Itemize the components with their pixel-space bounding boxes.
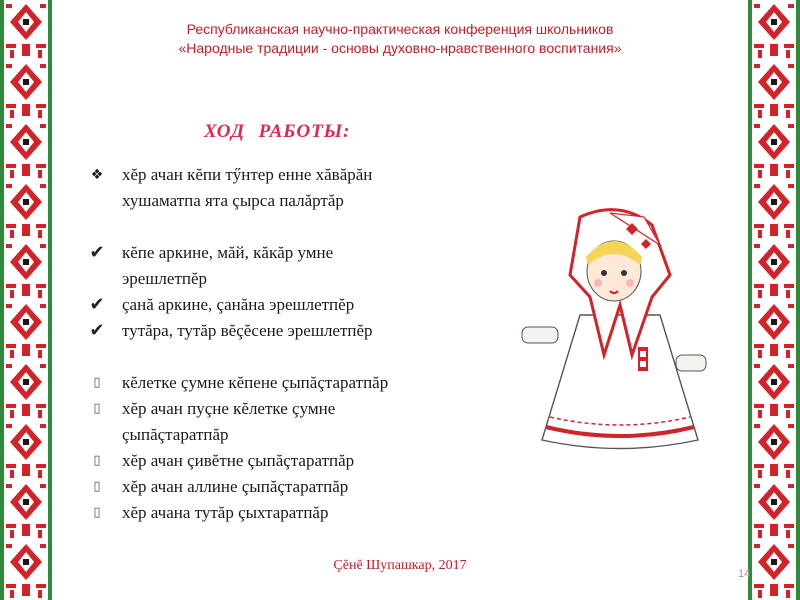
list-item [84, 448, 504, 474]
list-item-line: эрешлетпĕр [122, 269, 208, 288]
check-bullet-icon: ✔ [89, 320, 105, 341]
list-item-line: хĕр ачан пуçне кĕлетке çумне [122, 399, 336, 418]
list-item [84, 162, 504, 214]
box-bullet-icon: ▯ [93, 505, 101, 520]
check-bullet-icon: ✔ [89, 242, 105, 263]
list-item-line: çанă аркине, çанăна эрешлетпĕр [122, 295, 355, 314]
list-item-line: хĕр ачана тутăр çыхтаратпăр [122, 503, 329, 522]
header-line-1: Республиканская научно-практическая конференция школьников [186, 21, 614, 37]
list-item-line: хĕр ачан аллине çыпăçтаратпăр [122, 477, 349, 496]
list-item-line: кĕпе аркине, мăй, кăкăр умне [122, 243, 334, 262]
list-item [84, 292, 504, 318]
doll-illustration [520, 205, 720, 455]
box-bullet-icon: ▯ [93, 375, 101, 390]
box-bullet-icon: ▯ [93, 401, 101, 416]
box-bullet-icon: ▯ [93, 453, 101, 468]
work-steps-list [84, 162, 504, 526]
header-line-2: «Народные традиции - основы духовно-нравственного воспитания» [178, 40, 622, 56]
list-item-line: çыпăçтаратпăр [122, 425, 229, 444]
box-bullet-icon: ▯ [93, 479, 101, 494]
list-item [84, 500, 504, 526]
check-bullet-icon: ✔ [89, 294, 105, 315]
list-item-line: хушаматпа ята çырса палăртăр [122, 191, 344, 210]
list-item [84, 318, 504, 344]
footer-location-year: Çĕнĕ Шупашкар, 2017 [333, 558, 467, 573]
list-spacer [84, 214, 504, 240]
list-item [84, 370, 504, 396]
ornament-pattern-left [0, 0, 52, 600]
list-spacer [84, 344, 504, 370]
list-item-line: хĕр ачан çивĕтне çыпăçтаратпăр [122, 451, 355, 470]
ornament-pattern-right [748, 0, 800, 600]
list-item-line: тутăра, тутăр вĕçĕсене эрешлетпĕр [122, 321, 373, 340]
ornament-border-right [748, 0, 800, 600]
list-item [84, 474, 504, 500]
section-title: ХОД РАБОТЫ: [204, 121, 351, 142]
list-item-line: кĕлетке çумне кĕпене çыпăçтаратпăр [122, 373, 389, 392]
list-item [84, 396, 504, 448]
diamond-bullet-icon: ❖ [90, 167, 104, 183]
list-item-line: хĕр ачан кĕпи тӳнтер енне хăвăрăн [122, 165, 373, 184]
conference-header [120, 20, 680, 58]
list-item [84, 240, 504, 292]
page-number: 14 [738, 568, 751, 580]
ornament-border-left [0, 0, 52, 600]
